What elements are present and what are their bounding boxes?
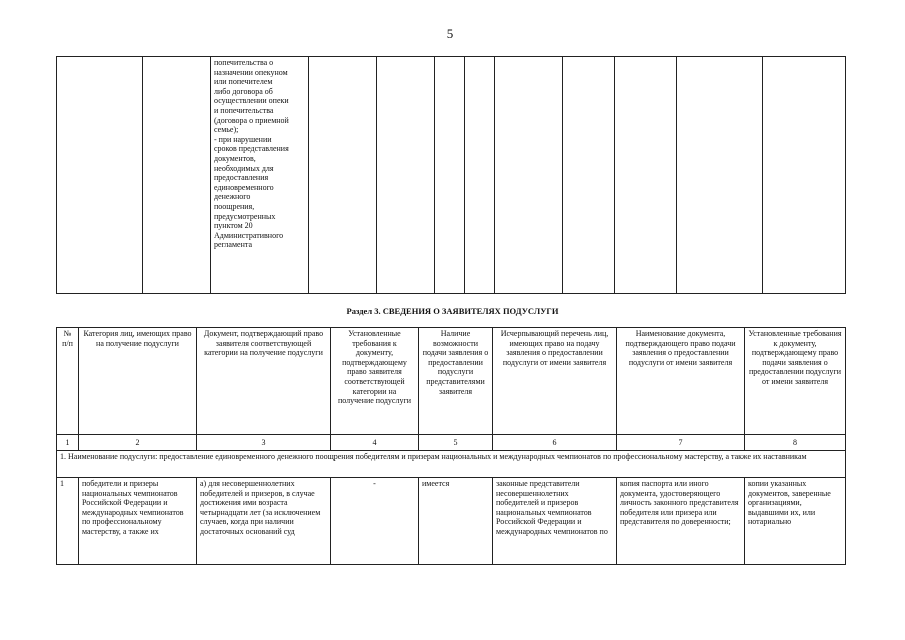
table-cell: попечительства о назначении опекуном или попечителем либо договора об осуществлении опеки и попечительства (договора о приемной семье); - при нарушении сроков представления документов, необходимых для предоставления единовременного денежного поощрения, предусмотренных пунктом 20 Административного регламента <box>211 57 309 294</box>
table-row <box>57 478 846 565</box>
column-number: 7 <box>617 435 745 451</box>
column-number: 2 <box>79 435 197 451</box>
table-cell <box>377 57 435 294</box>
table-cell <box>763 57 846 294</box>
column-number: 5 <box>419 435 493 451</box>
representative-document-requirements: копии указанных документов, заверенные организациями, выдавшими их, или нотариально <box>745 478 846 565</box>
column-number: 8 <box>745 435 846 451</box>
column-header: Исчерпывающий перечень лиц, имеющих право на подачу заявления о предоставлении подуслуги от имени заявителя <box>493 328 617 435</box>
column-number: 4 <box>331 435 419 451</box>
section-title: Раздел 3. СВЕДЕНИЯ О ЗАЯВИТЕЛЯХ ПОДУСЛУГИ <box>346 306 559 316</box>
table-cell <box>143 57 211 294</box>
table-cell <box>563 57 615 294</box>
table-cell <box>57 57 143 294</box>
column-number: 6 <box>493 435 617 451</box>
authorized-persons: законные представители несовершеннолетних победителей и призеров национальных чемпионатов Российской Федерации и международных чемпионатов по <box>493 478 617 565</box>
service-name: 1. Наименование подуслуги: предоставление единовременного денежного поощрения победителям и призерам национальных и международных чемпионатов по профессиональному мастерству, а также их наставникам <box>57 451 846 478</box>
table-header-row <box>57 328 846 435</box>
table-cell <box>495 57 563 294</box>
service-name-row <box>57 451 846 478</box>
column-header: Документ, подтверждающий право заявителя соответствующей категории на получение подуслуги <box>197 328 331 435</box>
column-header: № п/п <box>57 328 79 435</box>
column-header: Наименование документа, подтверждающего право подачи заявления о предоставлении подуслуги от имени заявителя <box>617 328 745 435</box>
table-cell <box>677 57 763 294</box>
column-header: Категория лиц, имеющих право на получение подуслуги <box>79 328 197 435</box>
continued-table-fragment <box>56 56 846 294</box>
column-header: Установленные требования к документу, подтверждающему право заявителя соответствующей категории на получение подуслуги <box>331 328 419 435</box>
column-number-row <box>57 435 846 451</box>
column-header: Наличие возможности подачи заявления о предоставлении подуслуги представителями заявителя <box>419 328 493 435</box>
table-row <box>57 57 846 294</box>
page-number: 5 <box>446 26 454 41</box>
table-cell <box>465 57 495 294</box>
document-requirements: - <box>331 478 419 565</box>
column-number: 3 <box>197 435 331 451</box>
row-number: 1 <box>57 478 79 565</box>
column-header: Установленные требования к документу, подтверждающему право подачи заявления о предоставлении подуслуги от имени заявителя <box>745 328 846 435</box>
column-number: 1 <box>57 435 79 451</box>
table-cell <box>615 57 677 294</box>
right-document: а) для несовершеннолетних победителей и призеров, в случае достижения ими возраста четырнадцати лет (за исключением случаев, когда при наличии достаточных оснований суд <box>197 478 331 565</box>
representative-document: копия паспорта или иного документа, удостоверяющего личность законного представителя победителя или призера или представителя по доверенности; <box>617 478 745 565</box>
table-cell <box>309 57 377 294</box>
applicant-category: победители и призеры национальных чемпионатов Российской Федерации и международных чемпионатов по профессиональному мастерству, а также их <box>79 478 197 565</box>
table-cell <box>435 57 465 294</box>
representative-availability: имеется <box>419 478 493 565</box>
applicants-table <box>56 327 846 565</box>
